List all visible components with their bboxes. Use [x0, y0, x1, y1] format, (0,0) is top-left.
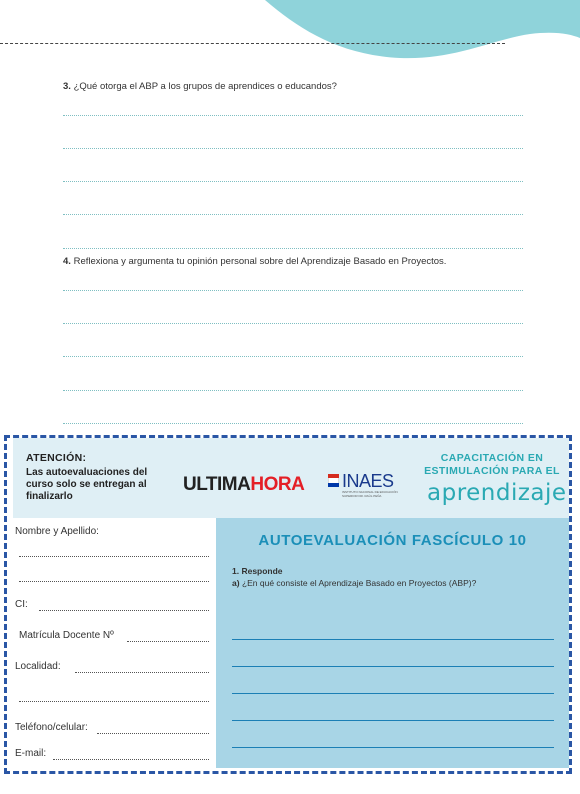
- panel-answer-line[interactable]: [232, 666, 554, 667]
- question-4: 4. Reflexiona y argumenta tu opinión personal sobre del Aprendizaje Basado en Proyectos.: [63, 256, 447, 267]
- panel-title: AUTOEVALUACIÓN FASCÍCULO 10: [258, 532, 527, 549]
- email-label: E-mail:: [15, 748, 47, 759]
- answer-line[interactable]: [63, 248, 523, 249]
- evaluation-panel: [216, 518, 569, 768]
- answer-line[interactable]: [63, 290, 523, 291]
- cut-line: [0, 43, 505, 44]
- answer-line[interactable]: [63, 214, 523, 215]
- panel-question: a) ¿En qué consiste el Aprendizaje Basado en Proyectos (ABP)?: [232, 578, 477, 588]
- name-input[interactable]: [19, 556, 209, 557]
- localidad-input-2[interactable]: [19, 701, 209, 702]
- self-evaluation-form: [4, 435, 572, 774]
- answer-line[interactable]: [63, 115, 523, 116]
- email-input[interactable]: [53, 759, 209, 760]
- personal-data-fields: [13, 518, 216, 768]
- telefono-label: Teléfono/celular:: [15, 722, 88, 733]
- question-3: 3. ¿Qué otorga el ABP a los grupos de aprendices o educandos?: [63, 81, 337, 92]
- panel-section: 1. Responde: [232, 566, 283, 576]
- attention-title: ATENCIÓN:: [26, 452, 87, 464]
- name-input-2[interactable]: [19, 581, 209, 582]
- answer-line[interactable]: [63, 323, 523, 324]
- name-label: Nombre y Apellido:: [15, 526, 99, 537]
- panel-answer-line[interactable]: [232, 747, 554, 748]
- answer-line[interactable]: [63, 423, 523, 424]
- ci-input[interactable]: [39, 610, 209, 611]
- panel-answer-line[interactable]: [232, 693, 554, 694]
- ultima-hora-logo: ULTIMAHORA: [183, 474, 305, 495]
- answer-line[interactable]: [63, 181, 523, 182]
- answer-line[interactable]: [63, 390, 523, 391]
- telefono-input[interactable]: [97, 733, 209, 734]
- panel-answer-line[interactable]: [232, 720, 554, 721]
- localidad-label: Localidad:: [15, 661, 61, 672]
- ci-label: CI:: [15, 599, 28, 610]
- form-header: ATENCIÓN: Las autoevaluaciones del curso solo se entregan al finalizarlo ULTIMAHORA INAES INSTITUTO NACIONAL DE EDUCACIÓN SUPERIOR DR. RAÚL PEÑA CAPACITACIÓN EN ESTIMULACIÓN PARA EL aprendizaje: [13, 438, 569, 518]
- attention-text: Las autoevaluaciones del curso solo se entregan al finalizarlo: [26, 467, 148, 502]
- answer-line[interactable]: [63, 356, 523, 357]
- capacitacion-title: CAPACITACIÓN EN ESTIMULACIÓN PARA EL: [424, 452, 560, 477]
- answer-line[interactable]: [63, 148, 523, 149]
- decorative-wave: [230, 0, 580, 62]
- matricula-input[interactable]: [127, 641, 209, 642]
- panel-answer-line[interactable]: [232, 639, 554, 640]
- matricula-label: Matrícula Docente Nº: [19, 630, 114, 641]
- localidad-input[interactable]: [75, 672, 209, 673]
- aprendizaje-title: aprendizaje: [427, 480, 567, 506]
- flag-icon: [328, 474, 339, 487]
